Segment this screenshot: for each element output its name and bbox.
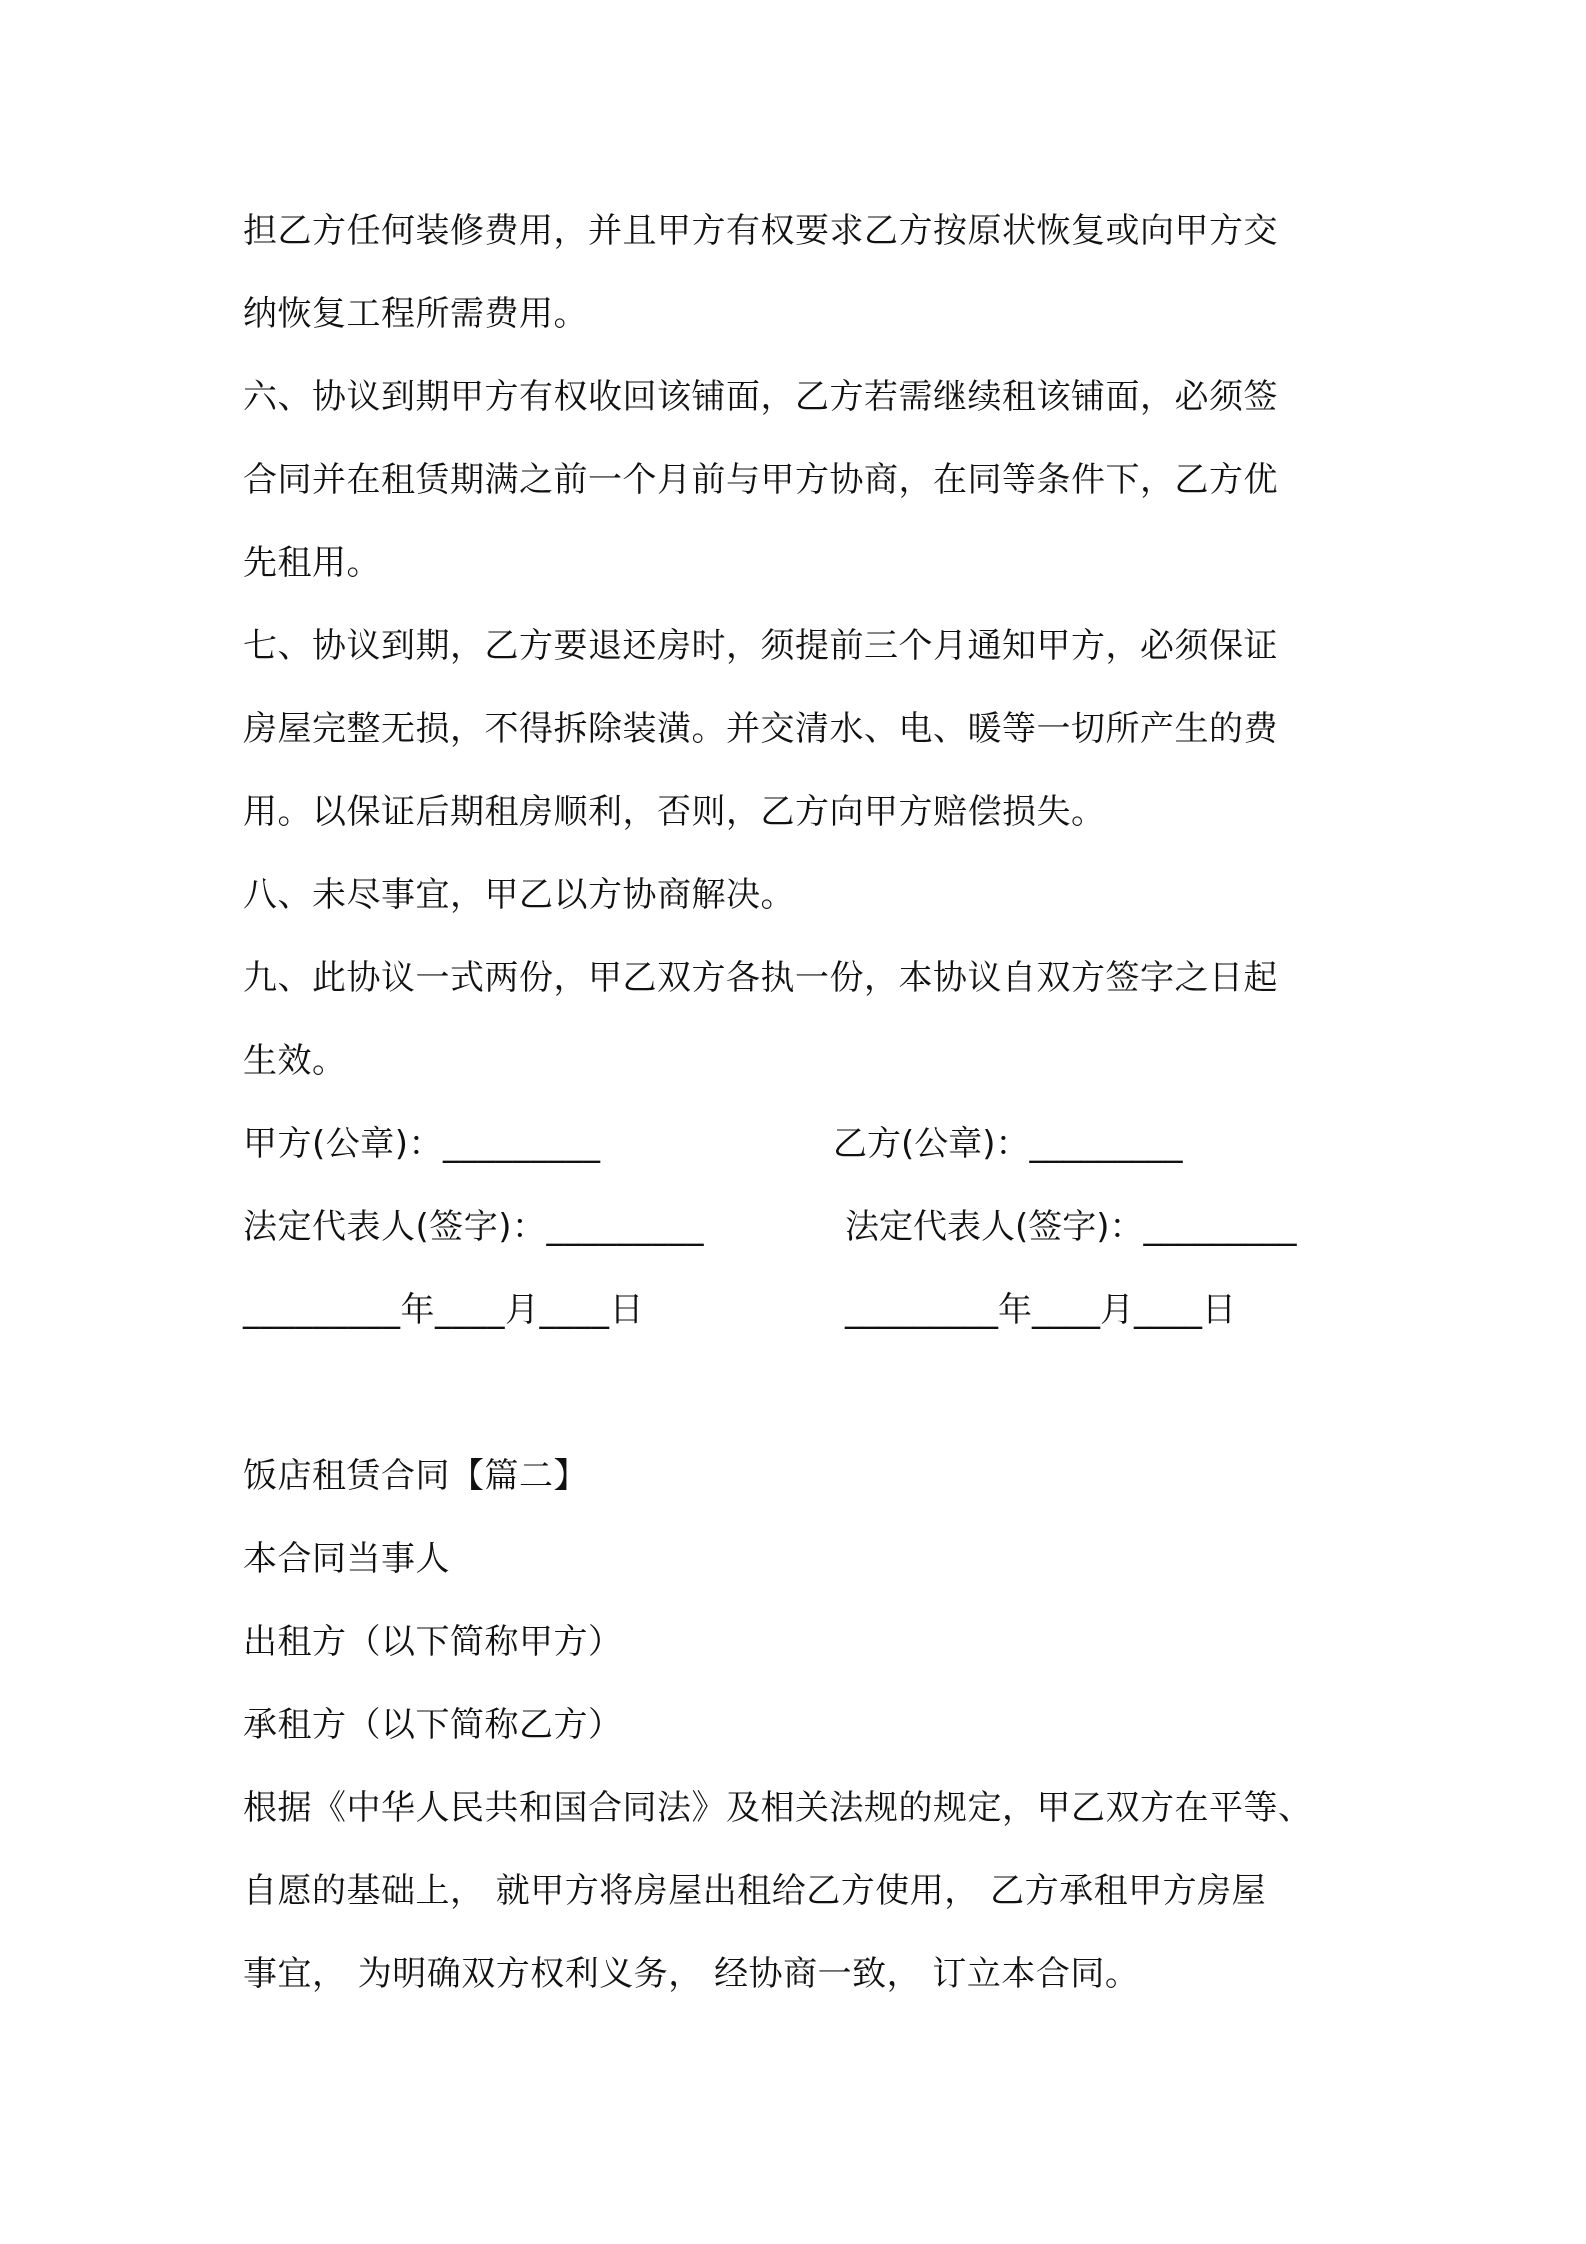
clause-9-line-2: 生效。 — [243, 1041, 347, 1081]
clause-8-line-1: 八、未尽事宜，甲乙以方协商解决。 — [243, 875, 795, 915]
intro-line-1: 根据《中华人民共和国合同法》及相关法规的规定，甲乙双方在平等、 — [243, 1788, 1313, 1828]
clause-5-line-1: 担乙方任何装修费用，并且甲方有权要求乙方按原状恢复或向甲方交 — [243, 211, 1278, 251]
party-a-representative: 法定代表人(签字)：_________ — [243, 1207, 705, 1247]
lessor-line: 出租方（以下简称甲方） — [243, 1622, 623, 1662]
intro-line-3: 事宜， 为明确双方权利义务， 经协商一致， 订立本合同。 — [243, 1954, 1140, 1994]
party-a-seal: 甲方(公章)：_________ — [243, 1124, 601, 1164]
clause-9-line-1: 九、此协议一式两份，甲乙双方各执一份，本协议自双方签字之日起 — [243, 958, 1278, 998]
clause-7-line-1: 七、协议到期，乙方要退还房时，须提前三个月通知甲方，必须保证 — [243, 626, 1278, 666]
lessee-line: 承租方（以下简称乙方） — [243, 1705, 623, 1745]
parties-heading: 本合同当事人 — [243, 1539, 450, 1579]
clause-6-line-1: 六、协议到期甲方有权收回该铺面，乙方若需继续租该铺面，必须签 — [243, 377, 1278, 417]
part-2-title: 饭店租赁合同【篇二】 — [243, 1456, 588, 1496]
intro-line-2: 自愿的基础上， 就甲方将房屋出租给乙方使用， 乙方承租甲方房屋 — [243, 1871, 1267, 1911]
clause-6-line-2: 合同并在租赁期满之前一个月前与甲方协商，在同等条件下，乙方优 — [243, 460, 1278, 500]
clause-6-line-3: 先租用。 — [243, 543, 381, 583]
party-b-seal: 乙方(公章)：_________ — [833, 1124, 1183, 1164]
party-a-date: _________年____月____日 — [243, 1290, 644, 1330]
clause-7-line-2: 房屋完整无损，不得拆除装潢。并交清水、电、暖等一切所产生的费 — [243, 709, 1278, 749]
clause-7-line-3: 用。以保证后期租房顺利，否则，乙方向甲方赔偿损失。 — [243, 792, 1106, 832]
clause-5-line-2: 纳恢复工程所需费用。 — [243, 294, 588, 334]
party-b-date: _________年____月____日 — [845, 1290, 1236, 1330]
party-b-representative: 法定代表人(签字)：_________ — [845, 1207, 1297, 1247]
